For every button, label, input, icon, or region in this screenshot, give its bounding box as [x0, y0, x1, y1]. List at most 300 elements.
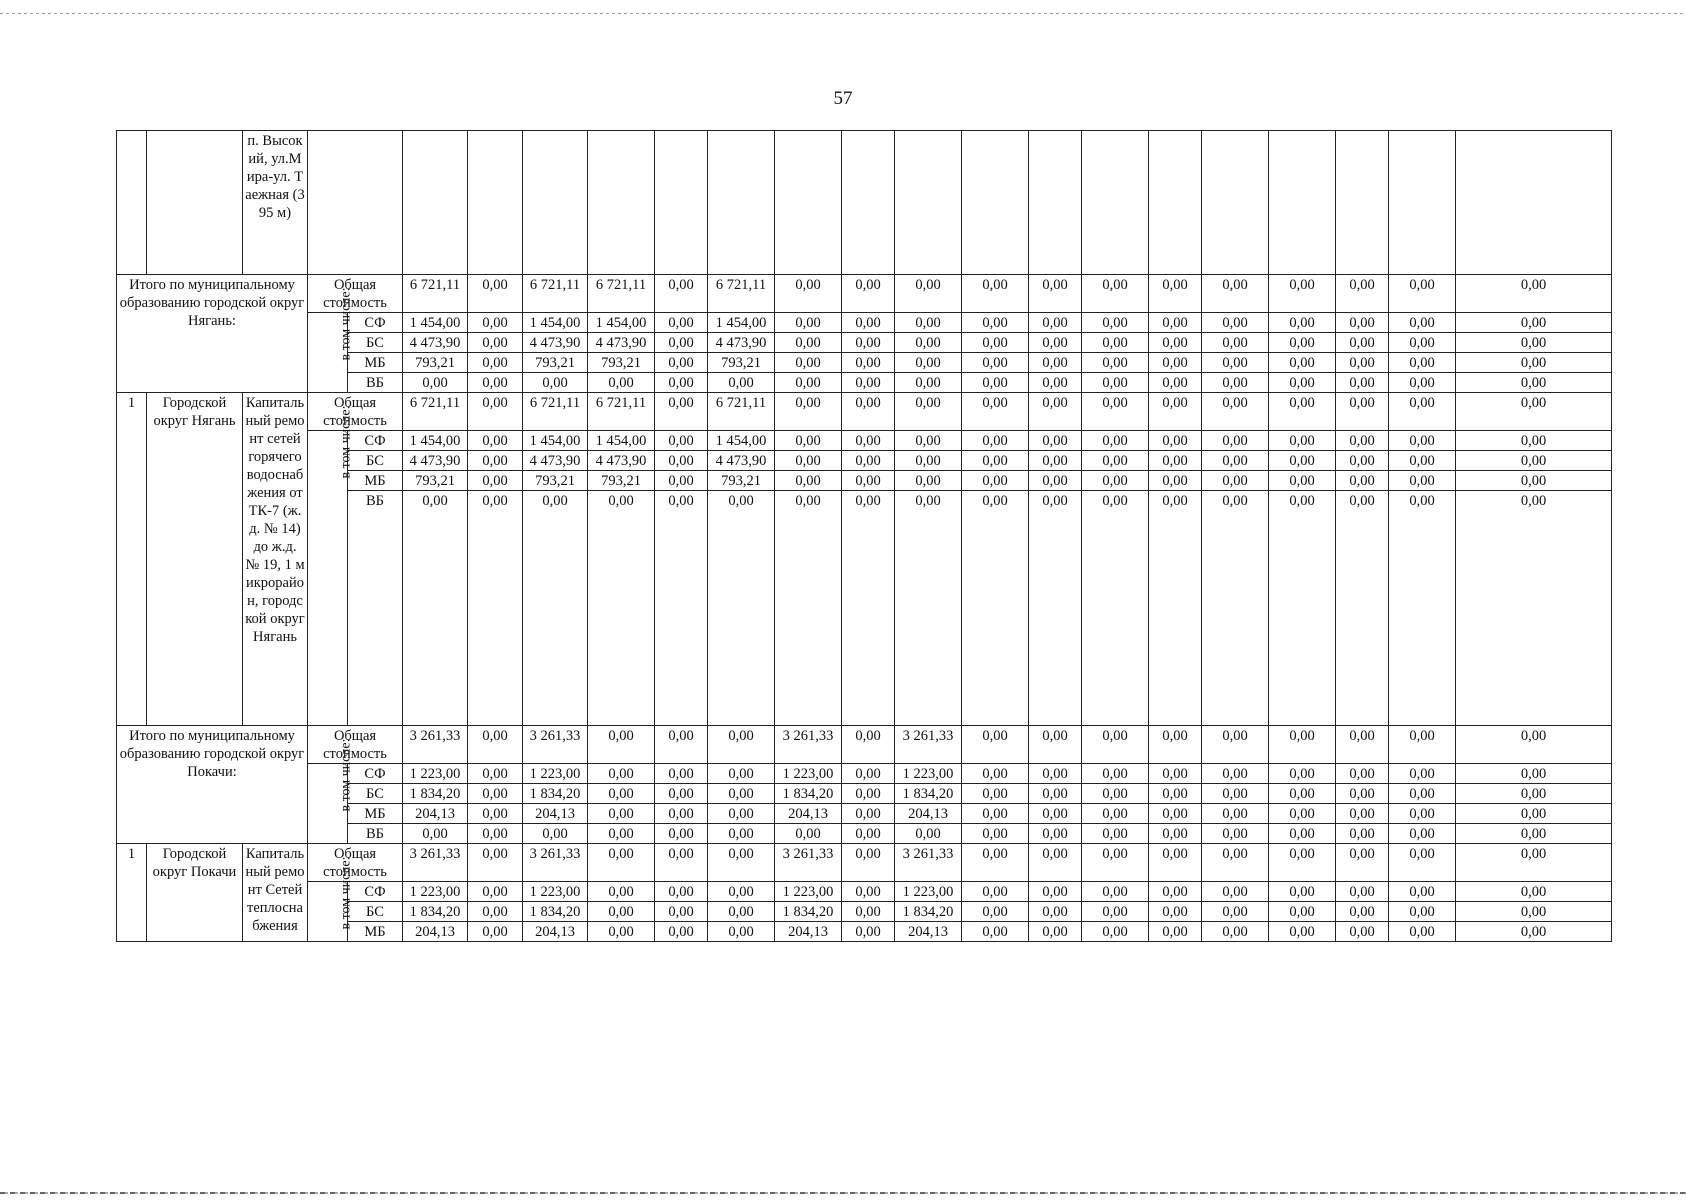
no-cell — [117, 131, 147, 275]
value-cell: 0,00 — [655, 373, 708, 393]
value-cell: 4 473,90 — [403, 451, 468, 471]
value-cell: 0,00 — [1456, 882, 1612, 902]
value-cell: 0,00 — [842, 726, 895, 764]
value-cell: 0,00 — [1202, 902, 1269, 922]
value-cell: 0,00 — [1389, 726, 1456, 764]
value-cell: 0,00 — [403, 491, 468, 726]
value-cell: 0,00 — [1389, 353, 1456, 373]
value-cell: 0,00 — [1336, 726, 1389, 764]
value-cell: 0,00 — [1269, 882, 1336, 902]
value-cell: 0,00 — [1456, 431, 1612, 451]
object-cell: п. Высокий, ул.Мира-ул. Таежная (395 м) — [243, 131, 308, 275]
value-cell: 0,00 — [655, 451, 708, 471]
value-cell — [1389, 131, 1456, 275]
value-cell: 0,00 — [1456, 922, 1612, 942]
value-cell: 0,00 — [842, 333, 895, 353]
value-cell: 0,00 — [1149, 902, 1202, 922]
value-cell: 0,00 — [588, 726, 655, 764]
value-cell — [468, 131, 523, 275]
value-cell: 0,00 — [775, 451, 842, 471]
value-cell: 0,00 — [1456, 491, 1612, 726]
value-cell: 0,00 — [708, 804, 775, 824]
value-cell: 0,00 — [1336, 431, 1389, 451]
value-cell: 0,00 — [468, 844, 523, 882]
value-cell: 0,00 — [842, 844, 895, 882]
value-cell: 0,00 — [1202, 275, 1269, 313]
value-cell: 0,00 — [1082, 491, 1149, 726]
value-cell: 0,00 — [1456, 824, 1612, 844]
value-cell: 0,00 — [962, 804, 1029, 824]
value-cell: 3 261,33 — [523, 726, 588, 764]
value-cell: 204,13 — [403, 804, 468, 824]
value-cell: 0,00 — [1029, 471, 1082, 491]
fund-row — [117, 431, 1612, 451]
value-cell: 0,00 — [655, 471, 708, 491]
value-cell: 0,00 — [1389, 491, 1456, 726]
value-cell: 0,00 — [1336, 922, 1389, 942]
fund-label: ВБ — [348, 824, 403, 844]
value-cell: 0,00 — [775, 431, 842, 451]
value-cell — [1082, 131, 1149, 275]
fund-label: БС — [348, 451, 403, 471]
value-cell: 0,00 — [1389, 313, 1456, 333]
value-cell: 0,00 — [655, 804, 708, 824]
value-cell: 0,00 — [655, 393, 708, 431]
value-cell: 3 261,33 — [775, 726, 842, 764]
value-cell: 0,00 — [1082, 373, 1149, 393]
value-cell: 0,00 — [1389, 824, 1456, 844]
value-cell: 0,00 — [655, 726, 708, 764]
including-label-text: в том числе: — [338, 856, 354, 930]
value-cell: 0,00 — [842, 902, 895, 922]
value-cell — [403, 131, 468, 275]
value-cell: 0,00 — [1389, 922, 1456, 942]
value-cell — [523, 131, 588, 275]
value-cell: 0,00 — [1149, 373, 1202, 393]
value-cell: 0,00 — [962, 491, 1029, 726]
value-cell: 4 473,90 — [523, 451, 588, 471]
value-cell: 0,00 — [962, 353, 1029, 373]
value-cell: 793,21 — [523, 353, 588, 373]
value-cell — [588, 131, 655, 275]
value-cell: 0,00 — [1029, 491, 1082, 726]
value-cell: 0,00 — [1082, 764, 1149, 784]
value-cell: 0,00 — [1149, 431, 1202, 451]
value-cell: 1 454,00 — [708, 431, 775, 451]
value-cell: 793,21 — [403, 471, 468, 491]
value-cell: 0,00 — [1082, 275, 1149, 313]
value-cell: 0,00 — [655, 882, 708, 902]
value-cell: 0,00 — [1336, 491, 1389, 726]
value-cell: 0,00 — [708, 726, 775, 764]
value-cell: 0,00 — [962, 844, 1029, 882]
value-cell: 0,00 — [655, 784, 708, 804]
value-cell: 0,00 — [1202, 333, 1269, 353]
value-cell: 0,00 — [1389, 431, 1456, 451]
value-cell: 0,00 — [1029, 373, 1082, 393]
value-cell: 793,21 — [708, 353, 775, 373]
value-cell: 0,00 — [588, 784, 655, 804]
value-cell: 0,00 — [1149, 784, 1202, 804]
value-cell: 0,00 — [1029, 451, 1082, 471]
value-cell: 0,00 — [842, 471, 895, 491]
value-cell: 0,00 — [655, 275, 708, 313]
value-cell: 793,21 — [588, 471, 655, 491]
value-cell: 0,00 — [1336, 764, 1389, 784]
value-cell: 0,00 — [468, 393, 523, 431]
value-cell: 0,00 — [895, 373, 962, 393]
value-cell: 0,00 — [1336, 882, 1389, 902]
value-cell: 0,00 — [1029, 313, 1082, 333]
value-cell: 204,13 — [523, 922, 588, 942]
fund-label: МБ — [348, 353, 403, 373]
value-cell: 0,00 — [1336, 902, 1389, 922]
value-cell: 4 473,90 — [523, 333, 588, 353]
value-cell: 0,00 — [962, 784, 1029, 804]
value-cell: 0,00 — [842, 451, 895, 471]
value-cell: 0,00 — [1202, 844, 1269, 882]
value-cell: 0,00 — [1202, 353, 1269, 373]
value-cell: 3 261,33 — [895, 844, 962, 882]
object-cell: Капитальный ремонт сетей горячего водоснабжения от ТК-7 (ж.д. № 14) до ж.д. № 19, 1 микрорайон, городской округ Нягань — [243, 393, 308, 726]
value-cell: 1 454,00 — [523, 431, 588, 451]
value-cell: 0,00 — [468, 491, 523, 726]
value-cell: 0,00 — [1456, 471, 1612, 491]
value-cell: 0,00 — [1269, 353, 1336, 373]
municipality-cell — [147, 131, 243, 275]
value-cell: 0,00 — [1029, 764, 1082, 784]
value-cell: 0,00 — [962, 313, 1029, 333]
fund-label: ВБ — [348, 491, 403, 726]
municipality-cell: Городской округ Нягань — [147, 393, 243, 726]
value-cell: 0,00 — [962, 902, 1029, 922]
value-cell: 0,00 — [895, 333, 962, 353]
value-cell: 204,13 — [523, 804, 588, 824]
total-label: Итого по муниципальному образованию городской округ Покачи: — [117, 726, 308, 844]
value-cell: 0,00 — [1149, 275, 1202, 313]
including-label — [308, 856, 354, 942]
value-cell: 204,13 — [403, 922, 468, 942]
value-cell: 0,00 — [1336, 333, 1389, 353]
value-cell: 0,00 — [1149, 451, 1202, 471]
value-cell: 0,00 — [1336, 824, 1389, 844]
value-cell: 0,00 — [1029, 922, 1082, 942]
value-cell: 0,00 — [1029, 431, 1082, 451]
value-cell: 0,00 — [1389, 373, 1456, 393]
value-cell: 0,00 — [842, 922, 895, 942]
value-cell: 0,00 — [842, 804, 895, 824]
value-cell: 0,00 — [842, 393, 895, 431]
value-cell: 0,00 — [842, 353, 895, 373]
value-cell: 1 834,20 — [523, 902, 588, 922]
fund-label: МБ — [348, 471, 403, 491]
value-cell — [842, 131, 895, 275]
value-cell: 1 834,20 — [403, 784, 468, 804]
fund-row — [117, 882, 1612, 902]
value-cell: 0,00 — [1202, 764, 1269, 784]
value-cell: 0,00 — [708, 491, 775, 726]
value-cell: 0,00 — [1336, 313, 1389, 333]
value-cell: 1 223,00 — [775, 764, 842, 784]
value-cell: 0,00 — [1456, 373, 1612, 393]
value-cell: 0,00 — [775, 333, 842, 353]
including-label — [308, 738, 354, 844]
value-cell: 0,00 — [1082, 431, 1149, 451]
including-label-text: в том числе: — [338, 287, 354, 361]
value-cell: 0,00 — [468, 784, 523, 804]
value-cell: 0,00 — [468, 431, 523, 451]
value-cell: 0,00 — [1269, 373, 1336, 393]
value-cell: 0,00 — [468, 451, 523, 471]
value-cell: 1 834,20 — [403, 902, 468, 922]
value-cell: 1 223,00 — [403, 882, 468, 902]
value-cell: 0,00 — [655, 353, 708, 373]
value-cell: 0,00 — [895, 275, 962, 313]
total-label: Итого по муниципальному образованию городской округ Нягань: — [117, 275, 308, 393]
value-cell: 0,00 — [962, 726, 1029, 764]
value-cell: 0,00 — [655, 824, 708, 844]
total-cost-label: Общая стоимость — [308, 726, 403, 764]
value-cell: 0,00 — [1149, 333, 1202, 353]
value-cell — [655, 131, 708, 275]
value-cell: 0,00 — [1269, 784, 1336, 804]
value-cell: 0,00 — [655, 922, 708, 942]
value-cell: 0,00 — [1269, 393, 1336, 431]
total-cost-label: Общая стоимость — [308, 393, 403, 431]
value-cell: 0,00 — [895, 824, 962, 844]
value-cell: 0,00 — [1202, 491, 1269, 726]
value-cell: 0,00 — [1202, 784, 1269, 804]
value-cell: 204,13 — [895, 922, 962, 942]
scan-border-top — [0, 13, 1686, 14]
value-cell: 6 721,11 — [588, 275, 655, 313]
value-cell: 0,00 — [842, 824, 895, 844]
value-cell: 0,00 — [1149, 491, 1202, 726]
value-cell: 1 454,00 — [523, 313, 588, 333]
value-cell: 3 261,33 — [403, 726, 468, 764]
value-cell: 0,00 — [1029, 353, 1082, 373]
value-cell: 0,00 — [468, 275, 523, 313]
value-cell: 0,00 — [1149, 824, 1202, 844]
fund-label: СФ — [348, 313, 403, 333]
item-number: 1 — [117, 393, 147, 726]
value-cell: 3 261,33 — [895, 726, 962, 764]
value-cell: 0,00 — [1456, 313, 1612, 333]
fund-row — [117, 313, 1612, 333]
value-cell: 0,00 — [1269, 902, 1336, 922]
value-cell: 0,00 — [962, 882, 1029, 902]
value-cell: 0,00 — [895, 353, 962, 373]
value-cell: 0,00 — [962, 764, 1029, 784]
value-cell: 0,00 — [468, 902, 523, 922]
value-cell: 0,00 — [1269, 431, 1336, 451]
value-cell: 0,00 — [895, 471, 962, 491]
value-cell: 6 721,11 — [523, 275, 588, 313]
value-cell: 0,00 — [1202, 313, 1269, 333]
value-cell: 0,00 — [1149, 804, 1202, 824]
value-cell: 793,21 — [708, 471, 775, 491]
value-cell: 0,00 — [1269, 804, 1336, 824]
total-cost-label: Общая стоимость — [308, 275, 403, 313]
value-cell: 0,00 — [775, 313, 842, 333]
value-cell: 0,00 — [588, 491, 655, 726]
value-cell: 0,00 — [1389, 764, 1456, 784]
value-cell: 1 223,00 — [895, 882, 962, 902]
value-cell: 0,00 — [1202, 471, 1269, 491]
value-cell: 204,13 — [775, 804, 842, 824]
value-cell — [1336, 131, 1389, 275]
value-cell: 0,00 — [1029, 393, 1082, 431]
value-cell: 0,00 — [1456, 726, 1612, 764]
value-cell: 0,00 — [1336, 804, 1389, 824]
value-cell: 0,00 — [468, 313, 523, 333]
value-cell: 0,00 — [1029, 784, 1082, 804]
value-cell: 0,00 — [1456, 784, 1612, 804]
fund-label: БС — [348, 902, 403, 922]
value-cell: 0,00 — [962, 824, 1029, 844]
value-cell: 0,00 — [1029, 804, 1082, 824]
value-cell: 0,00 — [655, 333, 708, 353]
value-cell: 0,00 — [1149, 726, 1202, 764]
value-cell: 0,00 — [1269, 333, 1336, 353]
total-cost-label: Общая стоимость — [308, 844, 403, 882]
value-cell: 0,00 — [1202, 882, 1269, 902]
value-cell: 0,00 — [468, 882, 523, 902]
fund-row — [117, 764, 1612, 784]
value-cell: 0,00 — [1202, 431, 1269, 451]
value-cell: 0,00 — [895, 393, 962, 431]
value-cell: 0,00 — [842, 313, 895, 333]
value-cell: 0,00 — [1389, 393, 1456, 431]
value-cell: 0,00 — [895, 491, 962, 726]
value-cell — [1149, 131, 1202, 275]
fund-label: БС — [348, 333, 403, 353]
value-cell: 0,00 — [1269, 824, 1336, 844]
value-cell: 0,00 — [1082, 471, 1149, 491]
value-cell — [1269, 131, 1336, 275]
item-number: 1 — [117, 844, 147, 942]
value-cell: 0,00 — [962, 451, 1029, 471]
value-cell — [1202, 131, 1269, 275]
value-cell — [775, 131, 842, 275]
value-cell: 0,00 — [962, 922, 1029, 942]
value-cell: 0,00 — [468, 373, 523, 393]
value-cell: 1 834,20 — [895, 784, 962, 804]
value-cell: 6 721,11 — [708, 393, 775, 431]
budget-table — [116, 130, 1612, 942]
value-cell: 1 834,20 — [895, 902, 962, 922]
value-cell: 0,00 — [1082, 353, 1149, 373]
value-cell: 0,00 — [1082, 902, 1149, 922]
value-cell: 0,00 — [1336, 471, 1389, 491]
value-cell: 0,00 — [962, 471, 1029, 491]
value-cell: 0,00 — [1082, 333, 1149, 353]
fund-label: ВБ — [348, 373, 403, 393]
value-cell: 0,00 — [1456, 275, 1612, 313]
municipality-cell: Городской округ Покачи — [147, 844, 243, 942]
value-cell: 0,00 — [1456, 333, 1612, 353]
value-cell: 0,00 — [1202, 373, 1269, 393]
value-cell: 0,00 — [523, 373, 588, 393]
value-cell: 0,00 — [468, 726, 523, 764]
value-cell: 0,00 — [1082, 784, 1149, 804]
value-cell: 0,00 — [403, 824, 468, 844]
value-cell: 4 473,90 — [708, 333, 775, 353]
including-label — [308, 405, 354, 726]
including-label — [308, 287, 354, 393]
value-cell: 0,00 — [1389, 882, 1456, 902]
value-cell: 793,21 — [403, 353, 468, 373]
value-cell: 0,00 — [655, 491, 708, 726]
object-cell: Капитальный ремонт Сетей теплоснабжения — [243, 844, 308, 942]
value-cell: 0,00 — [655, 844, 708, 882]
value-cell: 0,00 — [1029, 333, 1082, 353]
value-cell: 0,00 — [1456, 393, 1612, 431]
value-cell: 0,00 — [1269, 491, 1336, 726]
value-cell: 0,00 — [1269, 922, 1336, 942]
value-cell: 0,00 — [962, 333, 1029, 353]
value-cell: 0,00 — [588, 922, 655, 942]
value-cell: 0,00 — [1389, 451, 1456, 471]
value-cell: 0,00 — [962, 431, 1029, 451]
continuation-row — [117, 131, 1612, 275]
value-cell: 0,00 — [1389, 471, 1456, 491]
value-cell: 793,21 — [523, 471, 588, 491]
value-cell: 1 223,00 — [895, 764, 962, 784]
value-cell: 0,00 — [1456, 451, 1612, 471]
value-cell: 4 473,90 — [708, 451, 775, 471]
value-cell — [962, 131, 1029, 275]
value-cell: 0,00 — [842, 882, 895, 902]
value-cell: 0,00 — [775, 824, 842, 844]
value-cell: 0,00 — [1149, 393, 1202, 431]
value-cell: 0,00 — [842, 275, 895, 313]
value-cell: 0,00 — [775, 471, 842, 491]
value-cell: 0,00 — [1082, 804, 1149, 824]
value-cell: 6 721,11 — [708, 275, 775, 313]
value-cell: 0,00 — [1082, 844, 1149, 882]
value-cell: 1 454,00 — [403, 313, 468, 333]
value-cell: 0,00 — [588, 902, 655, 922]
value-cell: 0,00 — [708, 882, 775, 902]
value-cell — [708, 131, 775, 275]
value-cell: 0,00 — [1082, 393, 1149, 431]
page-number: 57 — [833, 88, 853, 109]
value-cell: 0,00 — [1149, 882, 1202, 902]
value-cell: 0,00 — [1336, 844, 1389, 882]
value-cell: 6 721,11 — [403, 393, 468, 431]
value-cell: 0,00 — [468, 824, 523, 844]
value-cell: 0,00 — [588, 824, 655, 844]
value-cell: 0,00 — [1149, 353, 1202, 373]
value-cell: 0,00 — [775, 353, 842, 373]
value-cell: 0,00 — [775, 393, 842, 431]
value-cell: 0,00 — [708, 373, 775, 393]
value-cell: 1 223,00 — [523, 882, 588, 902]
value-cell: 0,00 — [708, 764, 775, 784]
value-cell: 0,00 — [588, 882, 655, 902]
value-cell: 0,00 — [655, 764, 708, 784]
value-cell: 0,00 — [1336, 393, 1389, 431]
value-cell: 0,00 — [1029, 844, 1082, 882]
value-cell: 0,00 — [655, 902, 708, 922]
value-cell: 0,00 — [1202, 824, 1269, 844]
value-cell: 0,00 — [1456, 353, 1612, 373]
value-cell: 1 834,20 — [775, 902, 842, 922]
value-cell: 793,21 — [588, 353, 655, 373]
value-cell: 0,00 — [468, 333, 523, 353]
fund-label: МБ — [348, 922, 403, 942]
